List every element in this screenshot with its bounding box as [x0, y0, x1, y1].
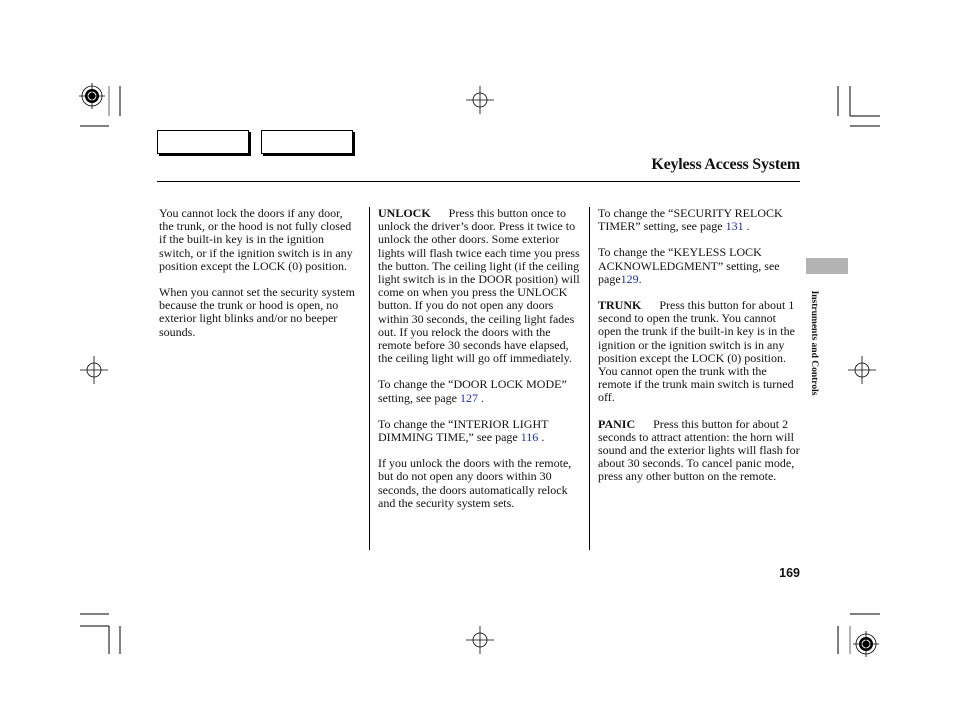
paragraph-lock-conditions: You cannot lock the doors if any door, the trunk, or the hood is not fully closed if the built-in key is in the ignition switch, or if the ignition switch is in any position except the LOCK (0) position. [159, 206, 353, 273]
text-column-1 [159, 207, 359, 352]
column-divider-1 [369, 207, 370, 550]
paragraph-unlock [378, 207, 580, 365]
section-tab-marker [806, 258, 848, 274]
page-number: 169 [779, 566, 800, 580]
section-label-text: Instruments and Controls [809, 290, 819, 395]
unlock-text: Press this button once to unlock the driver’s door. Press it twice to unlock the other doors. Some exterior lights will flash twice each time you press the button. The ceiling light (if the ceiling light switch is in the DOOR position) will come on when you press the UNLOCK button. If you do not open any doors within 30 seconds, the ceiling light fades out. If you relock the doors with the remote before 30 seconds have elapsed, the ceiling light will go off immediately. [378, 206, 580, 366]
paragraph-auto-relock: If you unlock the doors with the remote, but do not open any doors within 30 seconds, the doors automatically relock and the security system sets. [378, 456, 572, 510]
door-lock-text: To change the “DOOR LOCK MODE” setting, see page [378, 377, 567, 405]
security-relock-text: To change the “SECURITY RELOCK TIMER” setting, see page [598, 206, 783, 234]
keyless-ack-text: To change the “KEYLESS LOCK ACKNOWLEDGMENT” setting, see page [598, 245, 780, 286]
paragraph-panic [598, 418, 802, 484]
paragraph-security-relock: To change the “SECURITY RELOCK TIMER” setting, see page 131 . [598, 206, 783, 234]
panic-text: Press this button for about 2 seconds to attract attention: the horn will sound and the exterior lights will flash for about 30 seconds. To cancel panic mode, press any other button on the remote. [598, 416, 800, 484]
interior-light-page-link[interactable]: 116 [520, 430, 539, 445]
security-relock-page-link[interactable]: 131 [725, 219, 744, 234]
door-lock-page-link[interactable]: 127 [459, 390, 478, 405]
trunk-heading: TRUNK [598, 298, 642, 313]
keyless-ack-page-link[interactable]: 129 [620, 271, 639, 286]
header-rule [157, 181, 800, 182]
nav-tab-box-left[interactable] [157, 130, 249, 154]
paragraph-trunk [598, 299, 802, 405]
unlock-heading: UNLOCK [378, 206, 431, 220]
paragraph-door-lock-mode: To change the “DOOR LOCK MODE” setting, see page 127 . [378, 377, 567, 405]
panic-heading: PANIC [598, 416, 636, 431]
text-column-2 [378, 207, 580, 523]
trunk-text: Press this button for about 1 second to open the trunk. You cannot open the trunk if the built-in key is in the ignition or the ignition switch is in any position except the LOCK (0) position. You cannot open the trunk with the remote if the trunk main switch is turned off. [598, 298, 795, 405]
paragraph-interior-light: To change the “INTERIOR LIGHT DIMMING TIME,” see page 116 . [378, 416, 549, 445]
page-title: Keyless Access System [651, 156, 800, 173]
column-divider-2 [589, 207, 590, 550]
section-label [806, 280, 822, 405]
paragraph-security-not-set: When you cannot set the security system because the trunk or hood is open, no exterior light blinks and/or no beeper sounds. [159, 285, 355, 339]
text-column-3 [598, 207, 802, 497]
nav-tab-box-right[interactable] [261, 130, 353, 154]
paragraph-keyless-ack: To change the “KEYLESS LOCK ACKNOWLEDGMENT” setting, see page129. [598, 245, 780, 286]
interior-light-text: To change the “INTERIOR LIGHT DIMMING TIME,” see page [378, 416, 549, 445]
